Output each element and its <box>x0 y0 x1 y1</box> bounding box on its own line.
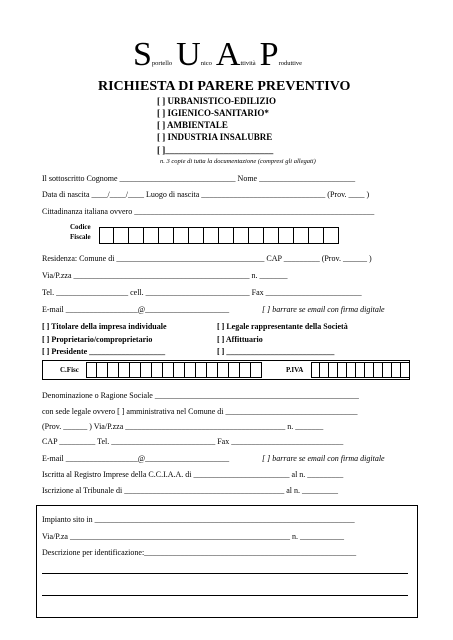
residence-field[interactable]: Residenza: Comune di _____________________________________ CAP _________ (Prov. ______ ) <box>42 254 372 263</box>
company-email-field[interactable]: E-mail __________________@_____________________ <box>42 454 230 463</box>
role-titolare[interactable]: [ ] Titolare della impresa individuale <box>42 322 167 331</box>
company-phone-field[interactable]: CAP _________ Tel. __________________________ Fax ____________________________ <box>42 437 344 446</box>
citizenship-field[interactable]: Cittadinanza italiana ovvero ____________________________________________________________ <box>42 207 375 216</box>
tribunale-field[interactable]: Iscrizione al Tribunale di ________________________________________ al n. _________ <box>42 486 338 495</box>
piva-label: P.IVA <box>286 366 304 374</box>
logo-sub-s: portello <box>151 60 173 67</box>
company-signature-checkbox[interactable]: [ ] barrare se email con firma digitale <box>262 454 385 463</box>
piva-boxes[interactable] <box>311 362 410 378</box>
cciaa-field[interactable]: Iscritta al Registro Imprese della C.C.I.A.A. di ________________________ al n. _________ <box>42 470 344 479</box>
logo-letter-p: P <box>259 36 279 73</box>
option-industria[interactable]: [ ] INDUSTRIA INSALUBRE <box>157 132 273 142</box>
plant-location-field[interactable]: Impianto sito in _________________________________________________________________ <box>42 515 355 524</box>
role-other[interactable]: [ ] ___________________________ <box>217 347 335 356</box>
option-other[interactable]: [ ]________________________ <box>157 145 274 155</box>
role-affittuario[interactable]: [ ] Affittuario <box>217 335 263 344</box>
logo-letter-a: A <box>215 36 241 73</box>
plant-description-field[interactable]: Descrizione per identificazione:_____________________________________________________ <box>42 548 357 557</box>
logo-sub-p: roduttive <box>278 60 303 67</box>
cfisc-boxes[interactable] <box>86 362 262 378</box>
fiscal-code-boxes[interactable] <box>99 227 339 244</box>
role-legale[interactable]: [ ] Legale rappresentante della Società <box>217 322 348 331</box>
surname-name-field[interactable]: Il sottoscritto Cognome _____________________________ Nome ________________________ <box>42 174 356 183</box>
logo-sub-u: nico <box>200 60 212 67</box>
cf-label-2: Fiscale <box>70 233 91 241</box>
form-title: RICHIESTA DI PARERE PREVENTIVO <box>98 79 351 94</box>
digital-signature-checkbox[interactable]: [ ] barrare se email con firma digitale <box>262 305 385 314</box>
option-urbanistico[interactable]: [ ] URBANISTICO-EDILIZIO <box>157 96 277 106</box>
logo-letter-u: U <box>176 36 201 73</box>
option-ambientale[interactable]: [ ] AMBIENTALE <box>157 120 228 130</box>
logo-sub-a: ttività <box>240 60 256 67</box>
cf-label-1: Codice <box>70 223 91 231</box>
logo-letter-s: S <box>133 36 152 73</box>
role-proprietario[interactable]: [ ] Proprietario/comproprietario <box>42 335 153 344</box>
street-field[interactable]: Via/P.zza ____________________________________________ n. _______ <box>42 271 288 280</box>
description-line-2[interactable] <box>42 595 408 596</box>
copies-note: n. 3 copie di tutta la documentazione (compresi gli allegati) <box>160 158 316 165</box>
option-igienico[interactable]: [ ] IGIENICO-SANITARIO* <box>157 108 269 118</box>
company-name-field[interactable]: Denominazione o Ragione Sociale ___________________________________________________ <box>42 391 359 400</box>
birth-field[interactable]: Data di nascita ____/____/____ Luogo di nascita _______________________________ (Prov. ____ ) <box>42 190 370 199</box>
suap-logo <box>133 38 302 72</box>
company-street-field[interactable]: (Prov. ______ ) Via/P.zza ________________________________________ n. _______ <box>42 422 324 431</box>
cfisc-label: C.Fisc <box>60 366 79 374</box>
role-presidente[interactable]: [ ] Presidente ___________________ <box>42 347 166 356</box>
company-seat-field[interactable]: con sede legale ovvero [ ] amministrativa nel Comune di _________________________________ <box>42 407 358 416</box>
description-line-1[interactable] <box>42 573 408 574</box>
email-field[interactable]: E-mail __________________@_____________________ <box>42 305 230 314</box>
plant-street-field[interactable]: Via/P.za _______________________________________________________ n. ___________ <box>42 532 344 541</box>
phone-field[interactable]: Tel. __________________ cell. __________________________ Fax ________________________ <box>42 288 362 297</box>
